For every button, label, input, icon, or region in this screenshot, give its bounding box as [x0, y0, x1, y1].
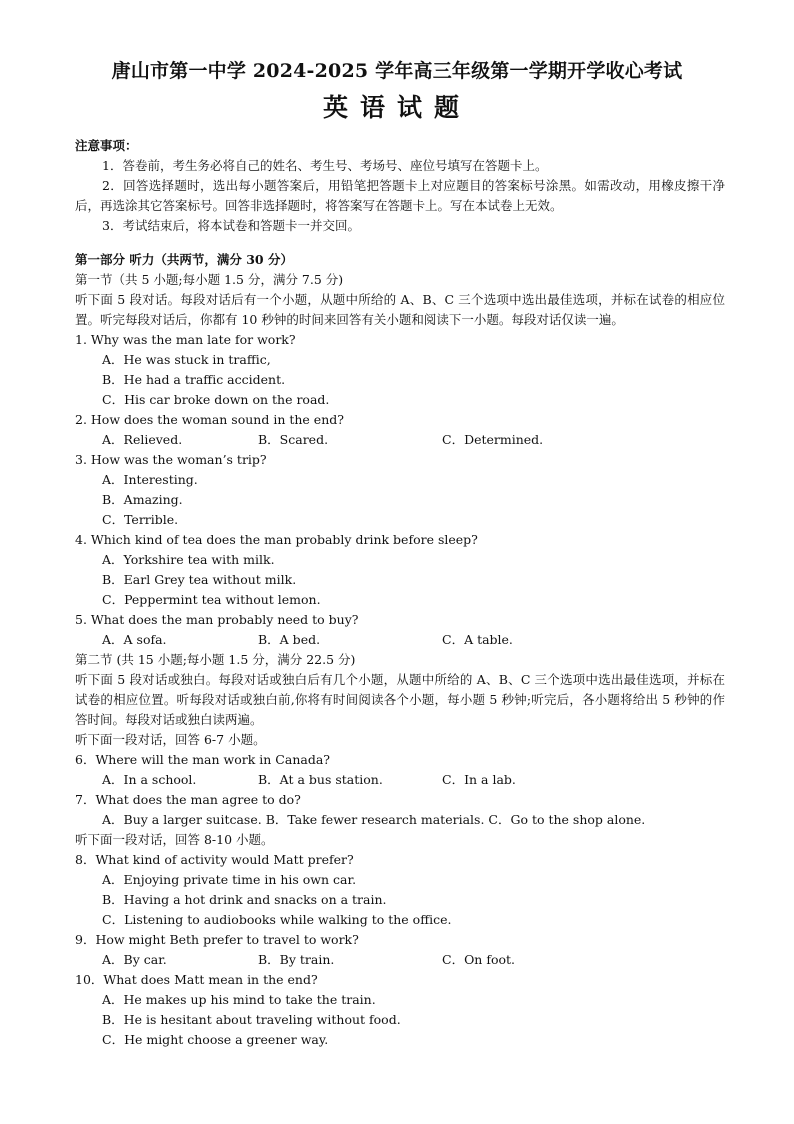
option-c: C．On foot. — [442, 952, 516, 967]
question-stem: 7．What does the man agree to do? — [75, 792, 301, 807]
question-stem: 10．What does Matt mean in the end? — [75, 972, 318, 987]
option-c: C．Terrible. — [102, 512, 179, 527]
option-b: B．At a bus station. — [258, 772, 383, 787]
spacer — [75, 236, 725, 250]
option-row — [75, 630, 725, 650]
option-a: A．By car. — [102, 952, 167, 967]
option-a: A．Enjoying private time in his own car. — [102, 872, 357, 887]
option-b: B．Amazing. — [102, 492, 183, 507]
section2-heading: 第二节 (共 15 小题;每小题 1.5 分，满分 22.5 分) — [75, 652, 356, 667]
option-a: A．Yorkshire tea with milk. — [102, 552, 275, 567]
option-b: B．He had a traffic accident. — [102, 372, 286, 387]
option-c: C．Peppermint tea without lemon. — [102, 592, 321, 607]
option-c: C．His car broke down on the road. — [102, 392, 330, 407]
question-stem: 3. How was the woman’s trip? — [75, 452, 267, 467]
option-c: C．Go to the shop alone. — [488, 812, 646, 827]
option-a: A．A sofa. — [102, 632, 167, 647]
group-instruction: 听下面一段对话，回答 6-7 小题。 — [75, 732, 266, 747]
option-c: C．Listening to audiobooks while walking to the office. — [102, 912, 452, 927]
option-b: B．Take fewer research materials. — [265, 812, 485, 827]
option-b: B．Earl Grey tea without milk. — [102, 572, 297, 587]
exam-title: 唐山市第一中学 2024-2025 学年高三年级第一学期开学收心考试 — [111, 60, 683, 82]
option-b: B．Scared. — [258, 432, 329, 447]
question-stem: 8．What kind of activity would Matt prefer? — [75, 852, 354, 867]
group-instruction: 听下面一段对话，回答 8-10 小题。 — [75, 832, 274, 847]
question-stem: 1. Why was the man late for work? — [75, 332, 296, 347]
option-row — [75, 770, 725, 790]
option-row — [75, 430, 725, 450]
section1-instructions: 听下面 5 段对话。每段对话后有一个小题，从题中所给的 A、B、C 三个选项中选出最佳选项，并标在试卷的相应位置。听完每段对话后，你都有 10 秒钟的时间来回答有关小题和阅读下一小题。每段对话仅读一遍。 — [75, 292, 725, 327]
option-a: A．In a school. — [102, 772, 197, 787]
option-c: C．In a lab. — [442, 772, 516, 787]
option-a: A．He was stuck in traffic, — [102, 352, 271, 367]
exam-subject: 英语试题 — [322, 93, 471, 122]
notice-item: 1．答卷前，考生务必将自己的姓名、考生号、考场号、座位号填写在答题卡上。 — [102, 158, 548, 173]
option-c: C．A table. — [442, 632, 513, 647]
option-a: A．Buy a larger suitcase. — [102, 812, 262, 827]
question-stem: 2. How does the woman sound in the end? — [75, 412, 344, 427]
notice-item: 3．考试结束后，将本试卷和答题卡一并交回。 — [102, 218, 360, 233]
option-a: A．Interesting. — [102, 472, 198, 487]
part1-heading: 第一部分 听力（共两节，满分 30 分） — [75, 252, 293, 267]
notice-item: 2．回答选择题时，选出每小题答案后，用铅笔把答题卡上对应题目的答案标号涂黑。如需改动，用橡皮擦干净后，再选涂其它答案标号。回答非选择题时，将答案写在答题卡上。写在本试卷上无效。 — [75, 178, 725, 213]
option-b: B．Having a hot drink and snacks on a train. — [102, 892, 387, 907]
option-b: B．By train. — [258, 952, 335, 967]
section1-heading: 第一节（共 5 小题;每小题 1.5 分，满分 7.5 分) — [75, 272, 344, 287]
section2-instructions: 听下面 5 段对话或独白。每段对话或独白后有几个小题，从题中所给的 A、B、C 三个选项中选出最佳选项，并标在试卷的相应位置。听每段对话或独白前,你将有时间阅读各个小题，每小题 5 秒钟;听完后，各小题将给出 5 秒钟的作答时间。每段对话或独白读两遍。 — [75, 672, 725, 727]
notice-heading: 注意事项： — [75, 138, 138, 153]
question-stem: 5. What does the man probably need to buy? — [75, 612, 359, 627]
question-stem: 6．Where will the man work in Canada? — [75, 752, 330, 767]
option-b: B．He is hesitant about traveling without food. — [102, 1012, 401, 1027]
question-stem: 4. Which kind of tea does the man probably drink before sleep? — [75, 532, 478, 547]
option-row — [75, 950, 725, 970]
question-stem: 9．How might Beth prefer to travel to work? — [75, 932, 359, 947]
option-c: C．He might choose a greener way. — [102, 1032, 329, 1047]
option-b: B．A bed. — [258, 632, 321, 647]
option-row — [75, 810, 725, 830]
option-a: A．He makes up his mind to take the train. — [102, 992, 376, 1007]
option-c: C．Determined. — [442, 432, 544, 447]
exam-body — [75, 136, 725, 1050]
option-a: A．Relieved. — [102, 432, 183, 447]
